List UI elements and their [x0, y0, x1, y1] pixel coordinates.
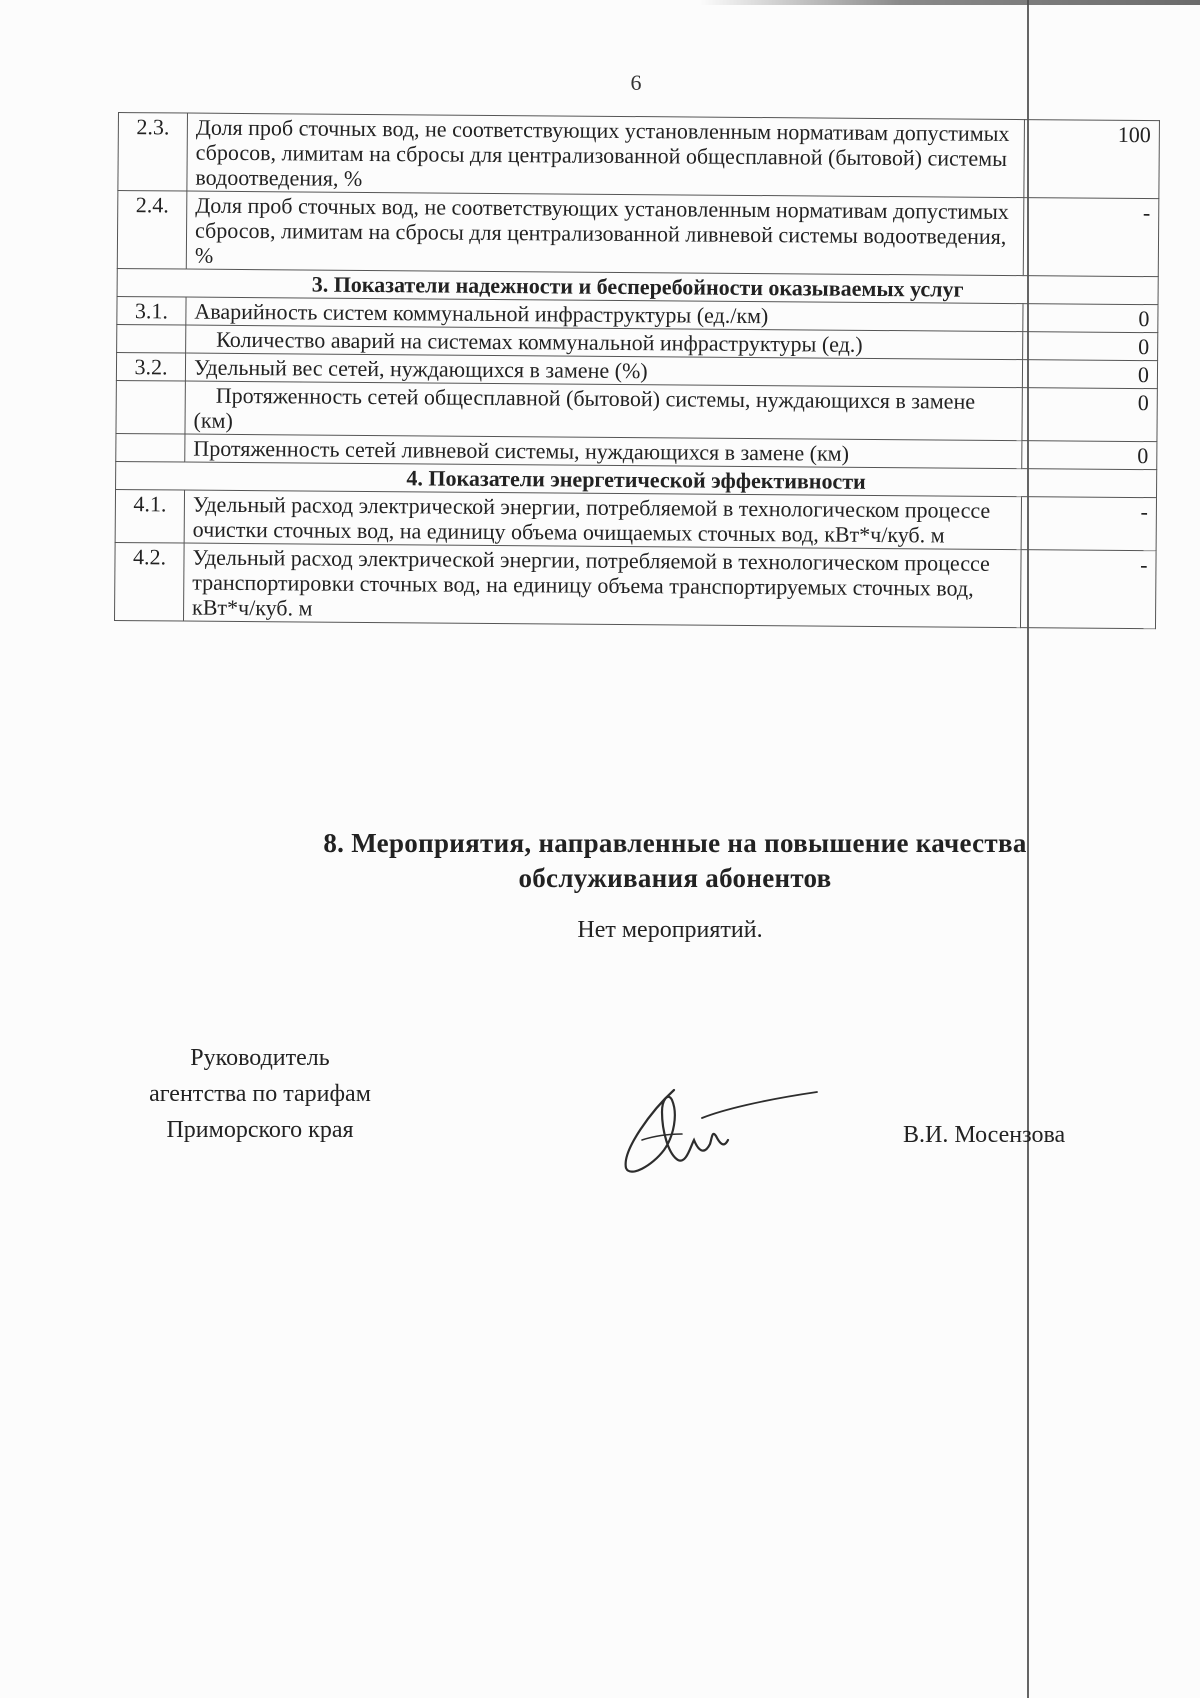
- indicator-name: Доля проб сточных вод, не соответствующих установленным нормативам допустимых сбросов, лимитам на сбросы для централизованной ливневой системы водоотведения, %: [186, 191, 1024, 276]
- row-number: [117, 324, 186, 353]
- row-number: 2.3.: [118, 113, 188, 192]
- indicators-table: [114, 112, 1160, 629]
- row-number: 4.2.: [115, 542, 185, 621]
- indicator-value: 0: [1022, 360, 1157, 389]
- indicator-value: 0: [1022, 441, 1157, 470]
- row-number: [116, 380, 185, 434]
- indicator-value: 100: [1024, 120, 1160, 199]
- handwritten-signature: [612, 1070, 822, 1180]
- indicator-value: 0: [1022, 388, 1157, 442]
- indicator-name: Доля проб сточных вод, не соответствующих установленным нормативам допустимых сбросов, лимитам на сбросы для централизованной общесплавной (бытовой) системы водоотведения, %: [187, 113, 1025, 198]
- table-row: [118, 113, 1160, 199]
- indicator-value: -: [1021, 497, 1156, 551]
- section-8-title-line2: обслуживания абонентов: [518, 863, 832, 893]
- indicator-name: Аварийность систем коммунальной инфраструктуры (ед./км): [186, 297, 1023, 332]
- row-number: [116, 433, 185, 462]
- section-heading: 3. Показатели надежности и бесперебойности оказываемых услуг: [117, 268, 1158, 304]
- page-number: 6: [630, 70, 642, 95]
- table-row: [115, 542, 1157, 628]
- indicator-value: -: [1023, 198, 1159, 277]
- section-8-heading: [160, 826, 1190, 896]
- section-heading: 4. Показатели энергетической эффективности: [116, 461, 1157, 497]
- row-number: 3.2.: [116, 352, 185, 381]
- position-line3: Приморского края: [166, 1117, 354, 1143]
- signatory-name: В.И. Мосензова: [903, 1122, 1066, 1148]
- table-row: [116, 380, 1157, 441]
- row-number: 3.1.: [117, 296, 186, 325]
- indicator-name: Удельный вес сетей, нуждающихся в замене (%): [185, 353, 1022, 388]
- indicator-name: Количество аварий на системах коммунальной инфраструктуры (ед.): [186, 325, 1023, 360]
- indicator-value: -: [1020, 550, 1156, 629]
- position-line1: Руководитель: [190, 1045, 330, 1071]
- indicator-name: Протяженность сетей общесплавной (бытовой) системы, нуждающихся в замене (км): [185, 381, 1022, 441]
- table-row: [115, 489, 1156, 550]
- indicator-name: Удельный расход электрической энергии, потребляемой в технологическом процессе транспортировки сточных вод, на единицу объема транспортируемых сточных вод, кВт*ч/куб. м: [184, 543, 1022, 628]
- scan-edge-shadow: [700, 0, 1200, 5]
- indicator-value: 0: [1023, 332, 1158, 361]
- signatory-position: [100, 1040, 420, 1148]
- section-8-body: Нет мероприятий.: [577, 917, 763, 943]
- table-row: [117, 191, 1159, 277]
- indicator-name: Удельный расход электрической энергии, потребляемой в технологическом процессе очистки сточных вод, на единицу объема очищаемых сточных вод, кВт*ч/куб. м: [184, 490, 1021, 550]
- row-number: 4.1.: [115, 489, 184, 543]
- indicator-value: 0: [1023, 304, 1158, 333]
- position-line2: агентства по тарифам: [149, 1081, 371, 1107]
- row-number: 2.4.: [117, 191, 187, 270]
- section-8-title-line1: 8. Мероприятия, направленные на повышение качества: [323, 828, 1027, 858]
- indicator-name: Протяженность сетей ливневой системы, нуждающихся в замене (км): [185, 434, 1022, 469]
